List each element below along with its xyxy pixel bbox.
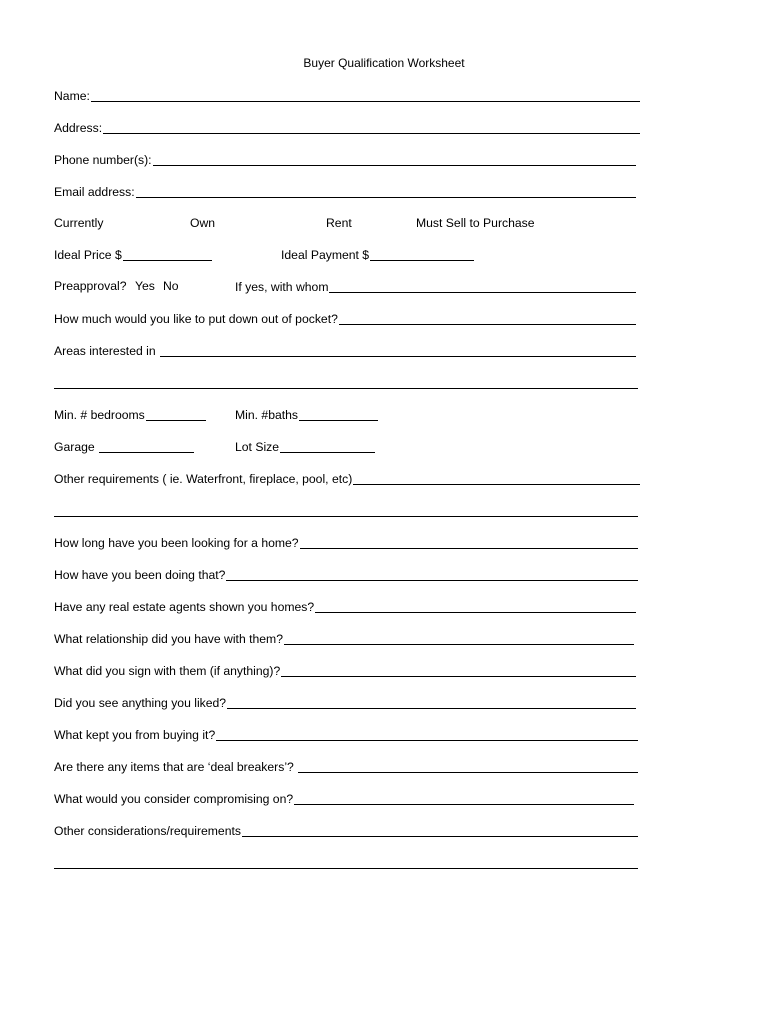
phone-row [54, 150, 636, 168]
question-label: What relationship did you have with them? [54, 632, 283, 646]
email-field[interactable] [136, 184, 636, 198]
question-label: What did you sign with them (if anything)? [54, 664, 281, 678]
other-requirements-label: Other requirements ( ie. Waterfront, fireplace, pool, etc) [54, 472, 353, 486]
bedrooms-row [54, 405, 206, 423]
question-answer-field[interactable] [226, 567, 638, 581]
lot-size-label: Lot Size [235, 440, 280, 454]
lender-field[interactable] [329, 279, 636, 293]
down-payment-row [54, 309, 636, 327]
question-label: Have any real estate agents shown you homes? [54, 600, 315, 614]
question-answer-field[interactable] [298, 759, 638, 773]
preapproval-yes-option[interactable]: Yes [135, 279, 155, 293]
question-row [54, 597, 636, 615]
question-row [54, 661, 636, 679]
ideal-payment-label: Ideal Payment $ [281, 248, 370, 262]
question-label: Did you see anything you liked? [54, 696, 227, 710]
down-payment-field[interactable] [339, 311, 636, 325]
question-row [54, 533, 638, 551]
other-requirements-field[interactable] [353, 471, 640, 485]
phone-field[interactable] [153, 152, 636, 166]
name-field[interactable] [91, 88, 640, 102]
phone-label: Phone number(s): [54, 153, 152, 167]
question-answer-field[interactable] [242, 823, 638, 837]
baths-label: Min. #baths [235, 408, 299, 422]
question-label: What kept you from buying it? [54, 728, 216, 742]
email-row [54, 182, 636, 200]
other-requirements-row [54, 469, 640, 487]
areas-continuation-line[interactable] [54, 387, 638, 389]
other-considerations-continuation-line[interactable] [54, 867, 638, 869]
ideal-price-row [54, 245, 212, 263]
other-requirements-continuation-line[interactable] [54, 515, 638, 517]
ideal-payment-field[interactable] [370, 247, 474, 261]
baths-row [235, 405, 378, 423]
question-answer-field[interactable] [227, 695, 636, 709]
areas-field[interactable] [160, 343, 636, 357]
question-row [54, 789, 634, 807]
name-label: Name: [54, 89, 90, 103]
preapproval-no-option[interactable]: No [163, 279, 179, 293]
ideal-price-field[interactable] [123, 247, 212, 261]
question-answer-field[interactable] [315, 599, 636, 613]
lot-size-field[interactable] [280, 439, 375, 453]
lender-label: If yes, with whom [235, 280, 329, 294]
address-field[interactable] [103, 120, 640, 134]
lender-row [235, 277, 636, 295]
question-answer-field[interactable] [300, 535, 638, 549]
lot-size-row [235, 437, 375, 455]
address-row [54, 118, 640, 136]
garage-label: Garage [54, 440, 95, 454]
address-label: Address: [54, 121, 103, 135]
must-sell-option[interactable]: Must Sell to Purchase [416, 216, 535, 230]
garage-field[interactable] [99, 439, 194, 453]
question-answer-field[interactable] [284, 631, 634, 645]
question-answer-field[interactable] [216, 727, 638, 741]
question-label: How have you been doing that? [54, 568, 226, 582]
own-option[interactable]: Own [190, 216, 216, 230]
question-row [54, 693, 636, 711]
bedrooms-label: Min. # bedrooms [54, 408, 145, 422]
baths-field[interactable] [299, 407, 378, 421]
question-row [54, 725, 638, 743]
areas-label: Areas interested in [54, 344, 156, 358]
ideal-payment-row [281, 245, 474, 263]
ideal-price-label: Ideal Price $ [54, 248, 122, 262]
question-row [54, 757, 638, 775]
email-label: Email address: [54, 185, 135, 199]
preapproval-label: Preapproval? [54, 279, 127, 293]
areas-row [54, 341, 636, 359]
question-row [54, 629, 634, 647]
question-label: What would you consider compromising on? [54, 792, 294, 806]
bedrooms-field[interactable] [146, 407, 206, 421]
down-payment-label: How much would you like to put down out of pocket? [54, 312, 338, 326]
question-label: How long have you been looking for a home? [54, 536, 299, 550]
question-row [54, 821, 638, 839]
question-label: Are there any items that are ‘deal breakers’? [54, 760, 294, 774]
question-row [54, 565, 638, 583]
worksheet-title: Buyer Qualification Worksheet [303, 56, 465, 70]
question-answer-field[interactable] [294, 791, 634, 805]
garage-row [54, 437, 194, 455]
name-row [54, 86, 640, 104]
rent-option[interactable]: Rent [326, 216, 352, 230]
currently-label: Currently [54, 216, 104, 230]
question-answer-field[interactable] [281, 663, 636, 677]
question-label: Other considerations/requirements [54, 824, 241, 838]
